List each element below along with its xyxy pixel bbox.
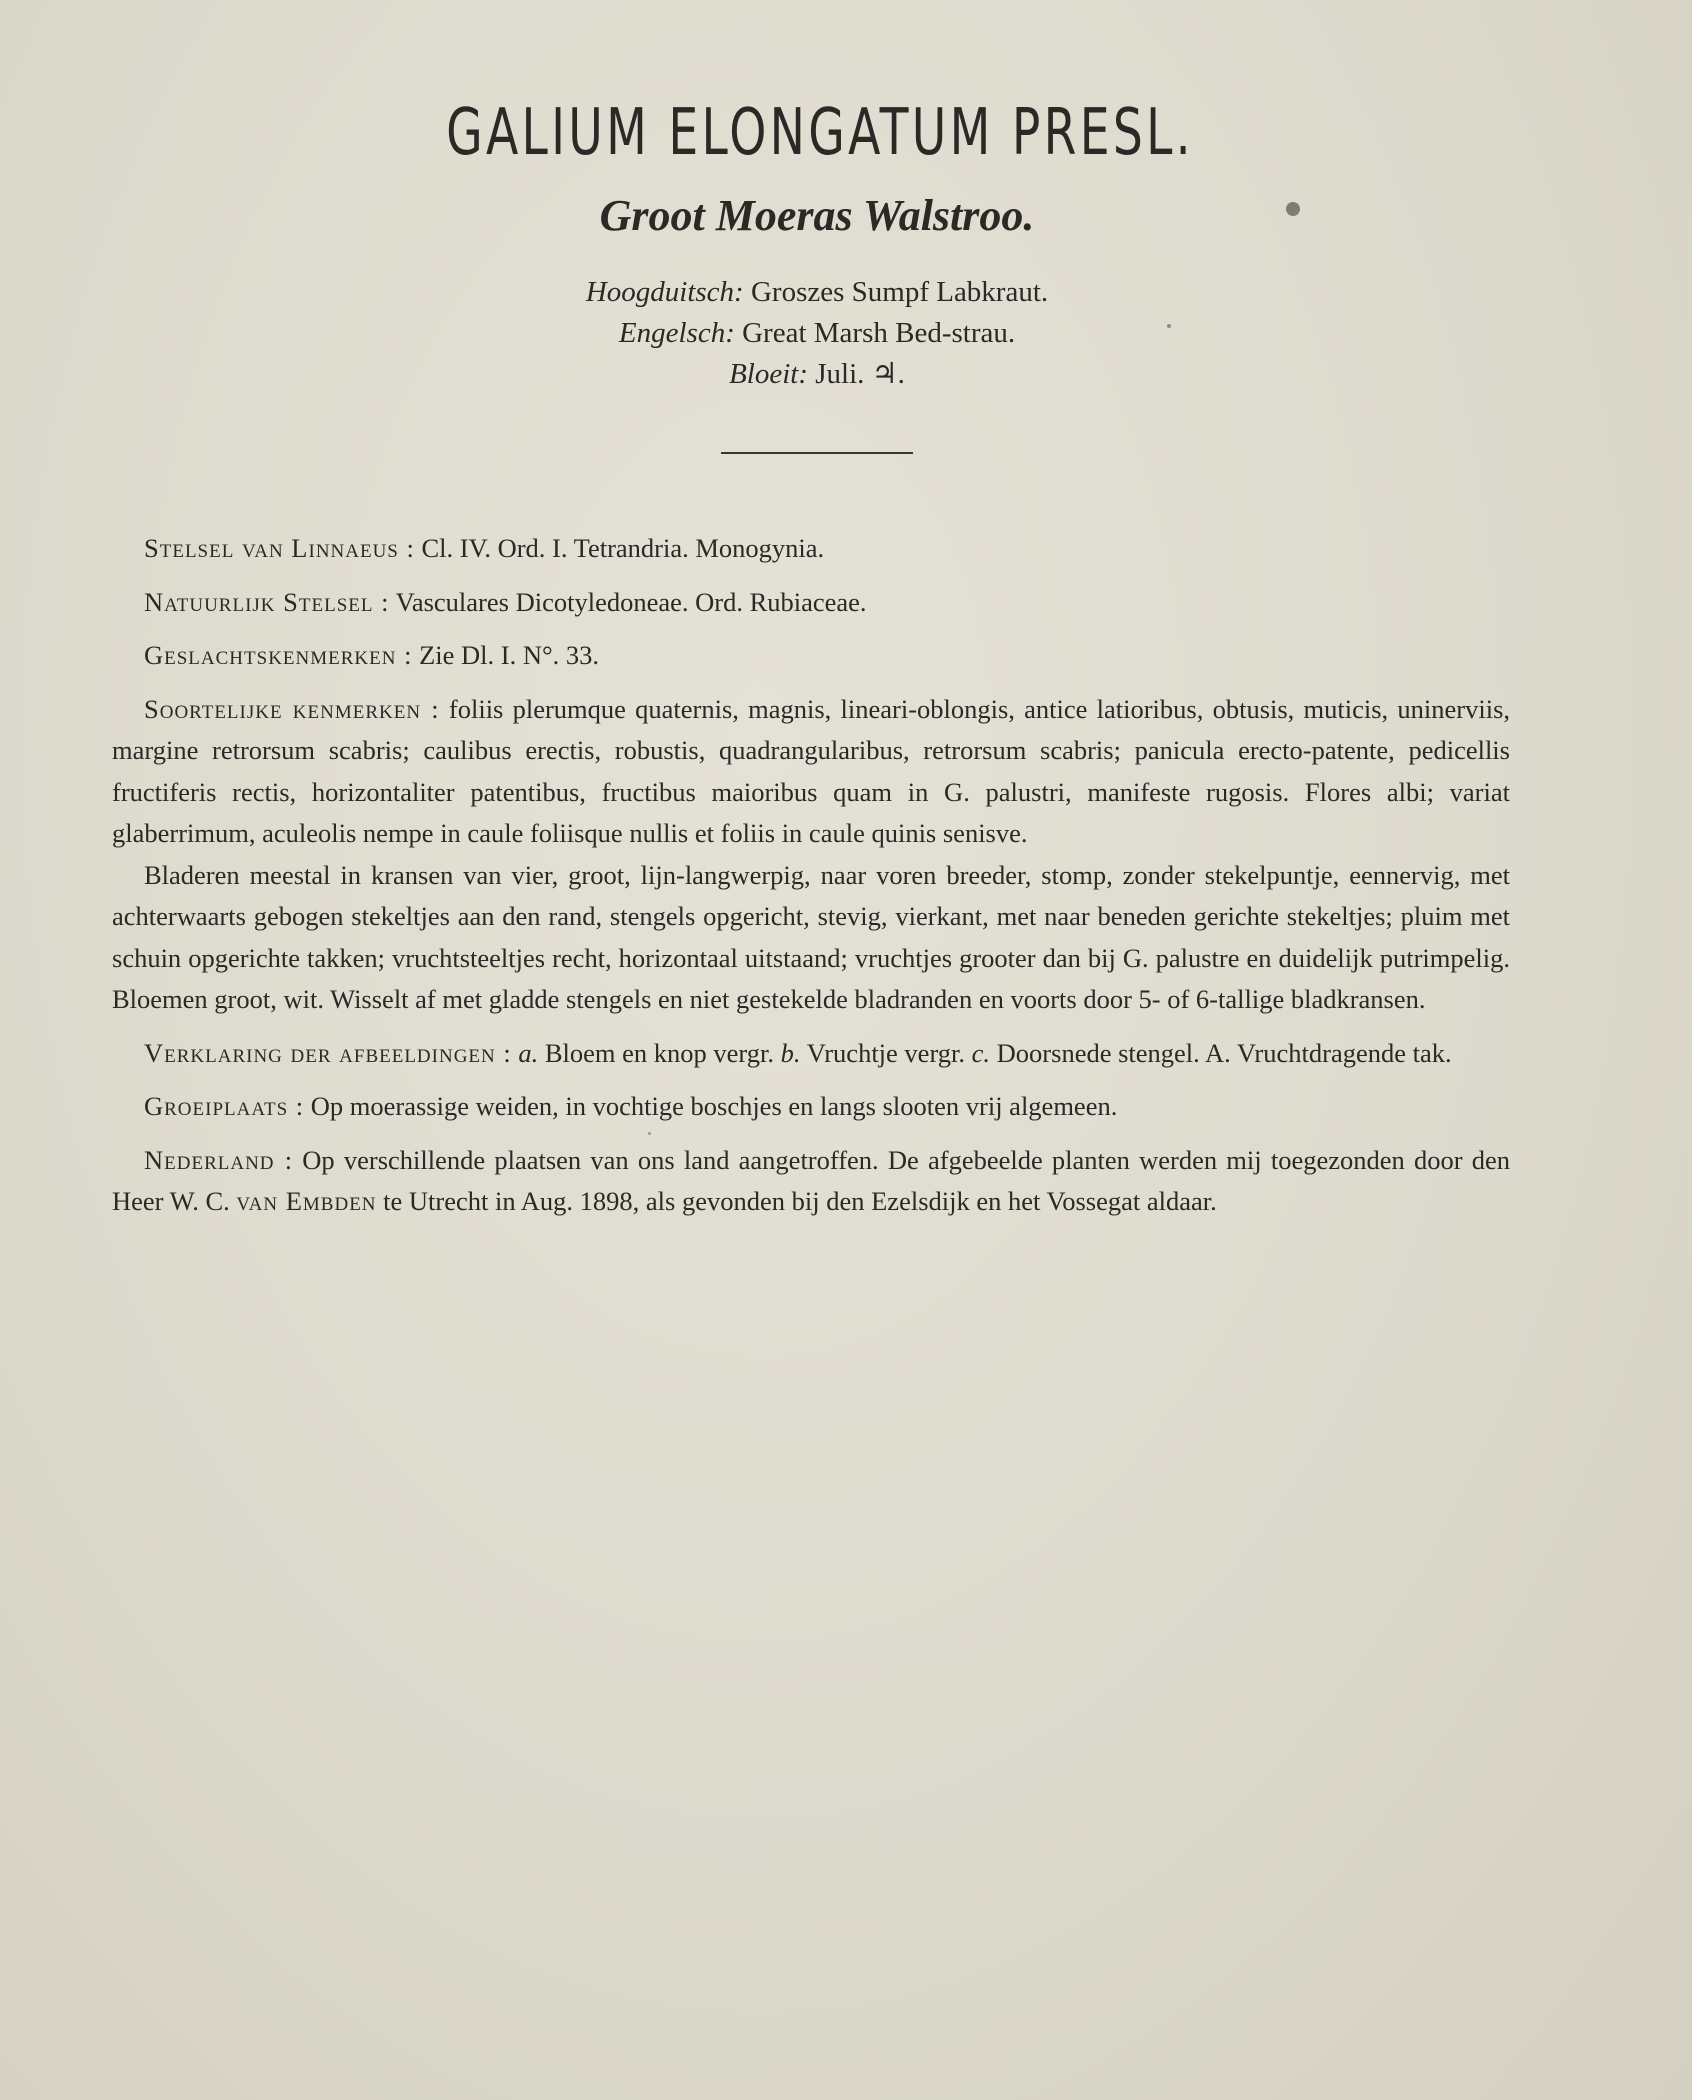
person-name: van Embden bbox=[236, 1186, 377, 1216]
section-label: Verklaring der afbeeldingen : bbox=[144, 1037, 512, 1068]
paper-speck bbox=[648, 1132, 651, 1135]
section-text: Op verschillende plaatsen van ons land aangetroffen. De afgebeelde planten werden mij toegezonden door den Heer W. C. bbox=[112, 1144, 1510, 1216]
section-nederland bbox=[112, 1140, 1510, 1223]
figure-key-a: a. bbox=[518, 1037, 539, 1068]
paper-speck bbox=[1286, 202, 1300, 216]
section-groeiplaats bbox=[112, 1086, 1510, 1128]
name-line-flowering bbox=[0, 354, 1634, 395]
section-label: Geslachtskenmerken : bbox=[144, 640, 413, 670]
section-text: Op moerassige weiden, in vochtige boschjes en langs slooten vrij algemeen. bbox=[310, 1091, 1118, 1121]
section-label: Groeiplaats : bbox=[144, 1091, 305, 1121]
section-text: foliis plerumque quaternis, magnis, lineari-oblongis, antice latioribus, obtusis, muticis, uninerviis, margine retrorsum scabris; caulibus erectis, robustis, quadrangularibus, retrorsum scabris; panicula erecto-patente, pedicellis fructiferis rectis, horizontaliter patentibus, fructibus maioribus quam in G. palustri, manifeste rugosis. Flores albi; variat glaberrimum, aculeolis nempe in caule foliisque nullis et foliis in caule quinis senisve. bbox=[112, 693, 1511, 848]
section-text: te Utrecht in Aug. 1898, als gevonden bij den Ezelsdijk en het Vossegat aldaar. bbox=[383, 1186, 1217, 1216]
page-title: GALIUM ELONGATUM PRESL. bbox=[446, 96, 1194, 170]
section-text: Zie Dl. I. N°. 33. bbox=[419, 640, 599, 670]
section-geslacht bbox=[112, 635, 1510, 677]
figure-key-d: A. bbox=[1204, 1037, 1231, 1068]
name-line-german bbox=[0, 272, 1634, 313]
name-label: Bloeit: bbox=[729, 358, 808, 390]
figure-text-d: Vruchtdragende tak. bbox=[1236, 1037, 1452, 1068]
name-value: Great Marsh Bed-strau. bbox=[742, 317, 1016, 349]
name-label: Engelsch: bbox=[618, 317, 735, 349]
name-label: Hoogduitsch: bbox=[585, 276, 744, 308]
section-text: Bladeren meestal in kransen van vier, groot, lijn-langwerpig, naar voren breeder, stomp, zonder stekelpuntje, eennervig, met achterwaarts gebogen stekeltjes aan den rand, stengels opgericht, stevig, vierkant, met naar beneden gerichte stekeltjes; pluim met schuin opgerichte takken; vruchtsteeltjes recht, horizontaal uitstaand; vruchtjes grooter dan bij G. palustre en duidelijk putrimpelig. Bloemen groot, wit. Wisselt af met gladde stengels en niet gestekelde bladranden en voorts door 5- of 6-tallige bladkransen. bbox=[112, 859, 1510, 1014]
section-verklaring bbox=[112, 1033, 1510, 1075]
figure-text-a: Bloem en knop vergr. bbox=[544, 1037, 775, 1068]
section-text: Vasculares Dicotyledoneae. Ord. Rubiaceae. bbox=[395, 586, 867, 617]
section-label: Soortelijke kenmerken : bbox=[144, 693, 440, 724]
section-text: Cl. IV. Ord. I. Tetrandria. Monogynia. bbox=[421, 533, 825, 563]
figure-key-c: c. bbox=[971, 1037, 991, 1068]
name-line-english bbox=[0, 313, 1634, 354]
section-natuurlijk bbox=[112, 582, 1510, 624]
figure-key-b: b. bbox=[780, 1037, 801, 1068]
section-label: Stelsel van Linnaeus : bbox=[144, 533, 415, 563]
figure-text-b: Vruchtje vergr. bbox=[806, 1037, 966, 1068]
description-body bbox=[112, 528, 1510, 1235]
section-bladeren bbox=[112, 855, 1510, 1021]
name-value: Groszes Sumpf Labkraut. bbox=[750, 276, 1049, 308]
paper-speck bbox=[1167, 324, 1171, 328]
section-linnaeus bbox=[112, 528, 1510, 570]
section-label: Natuurlijk Stelsel : bbox=[144, 586, 390, 617]
common-name-dutch: Groot Moeras Walstroo. bbox=[599, 191, 1035, 240]
section-label: Nederland : bbox=[144, 1144, 294, 1175]
section-soort bbox=[112, 689, 1510, 855]
divider bbox=[721, 452, 913, 454]
figure-text-c: Doorsnede stengel. bbox=[996, 1037, 1200, 1068]
vernacular-names bbox=[0, 272, 1634, 395]
name-value: Juli. ♃. bbox=[815, 358, 905, 390]
